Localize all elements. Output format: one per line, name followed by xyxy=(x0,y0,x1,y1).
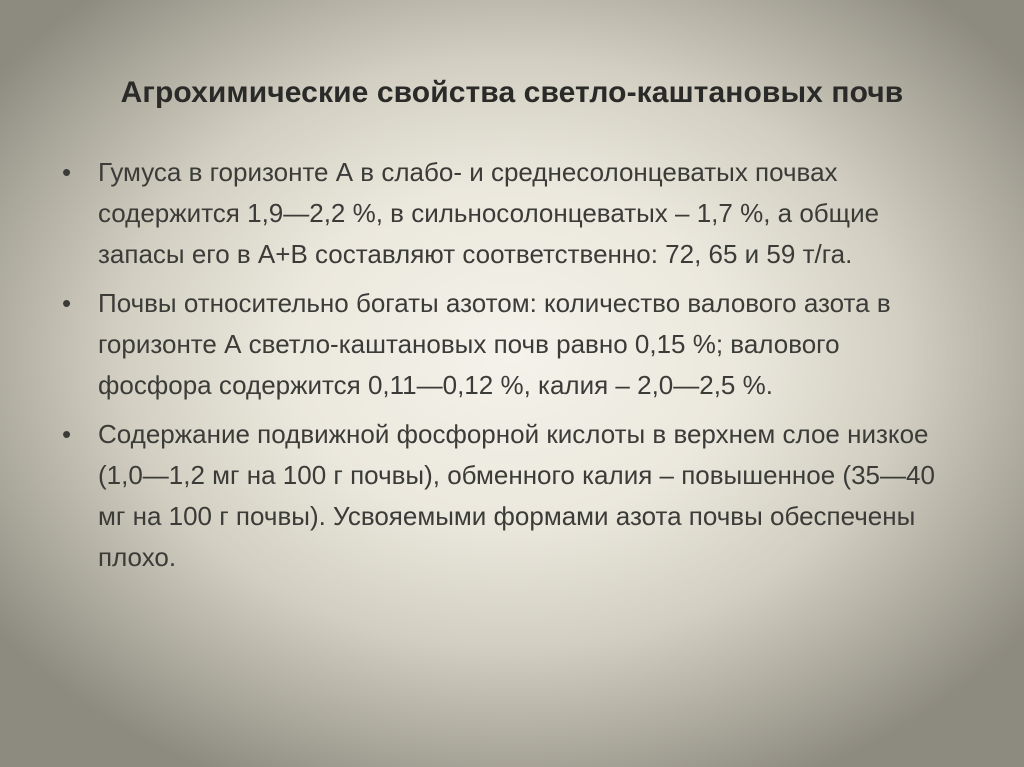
bullet-item-phosphorus xyxy=(60,414,960,578)
bullet-list xyxy=(60,152,960,586)
bullet-item-humus xyxy=(60,152,960,275)
bullet-item-nitrogen xyxy=(60,283,960,406)
bullet-marker: • xyxy=(62,288,72,318)
bullet-text: Гумуса в горизонте А в слабо- и среднесолонцеватых почвах содержится 1,9—2,2 %, в сильносолонцеватых – 1,7 %, а общие запасы его в А+В составляют соответственно: 72, 65 и 59 т/га. xyxy=(98,157,880,269)
bullet-marker: • xyxy=(62,157,72,187)
bullet-text: Содержание подвижной фосфорной кислоты в верхнем слое низкое (1,0—1,2 мг на 100 г почвы), обменного калия – повышенное (35—40 мг на 100 г почвы). Усвояемыми формами азота почвы обеспечены плохо. xyxy=(98,419,935,572)
bullet-text: Почвы относительно богаты азотом: количество валового азота в горизонте А светло-каштановых почв равно 0,15 %; валового фосфора содержится 0,11—0,12 %, калия – 2,0—2,5 %. xyxy=(98,288,891,400)
slide-title: Агрохимические свойства светло-каштановых почв xyxy=(120,76,904,109)
bullet-marker: • xyxy=(62,419,72,449)
